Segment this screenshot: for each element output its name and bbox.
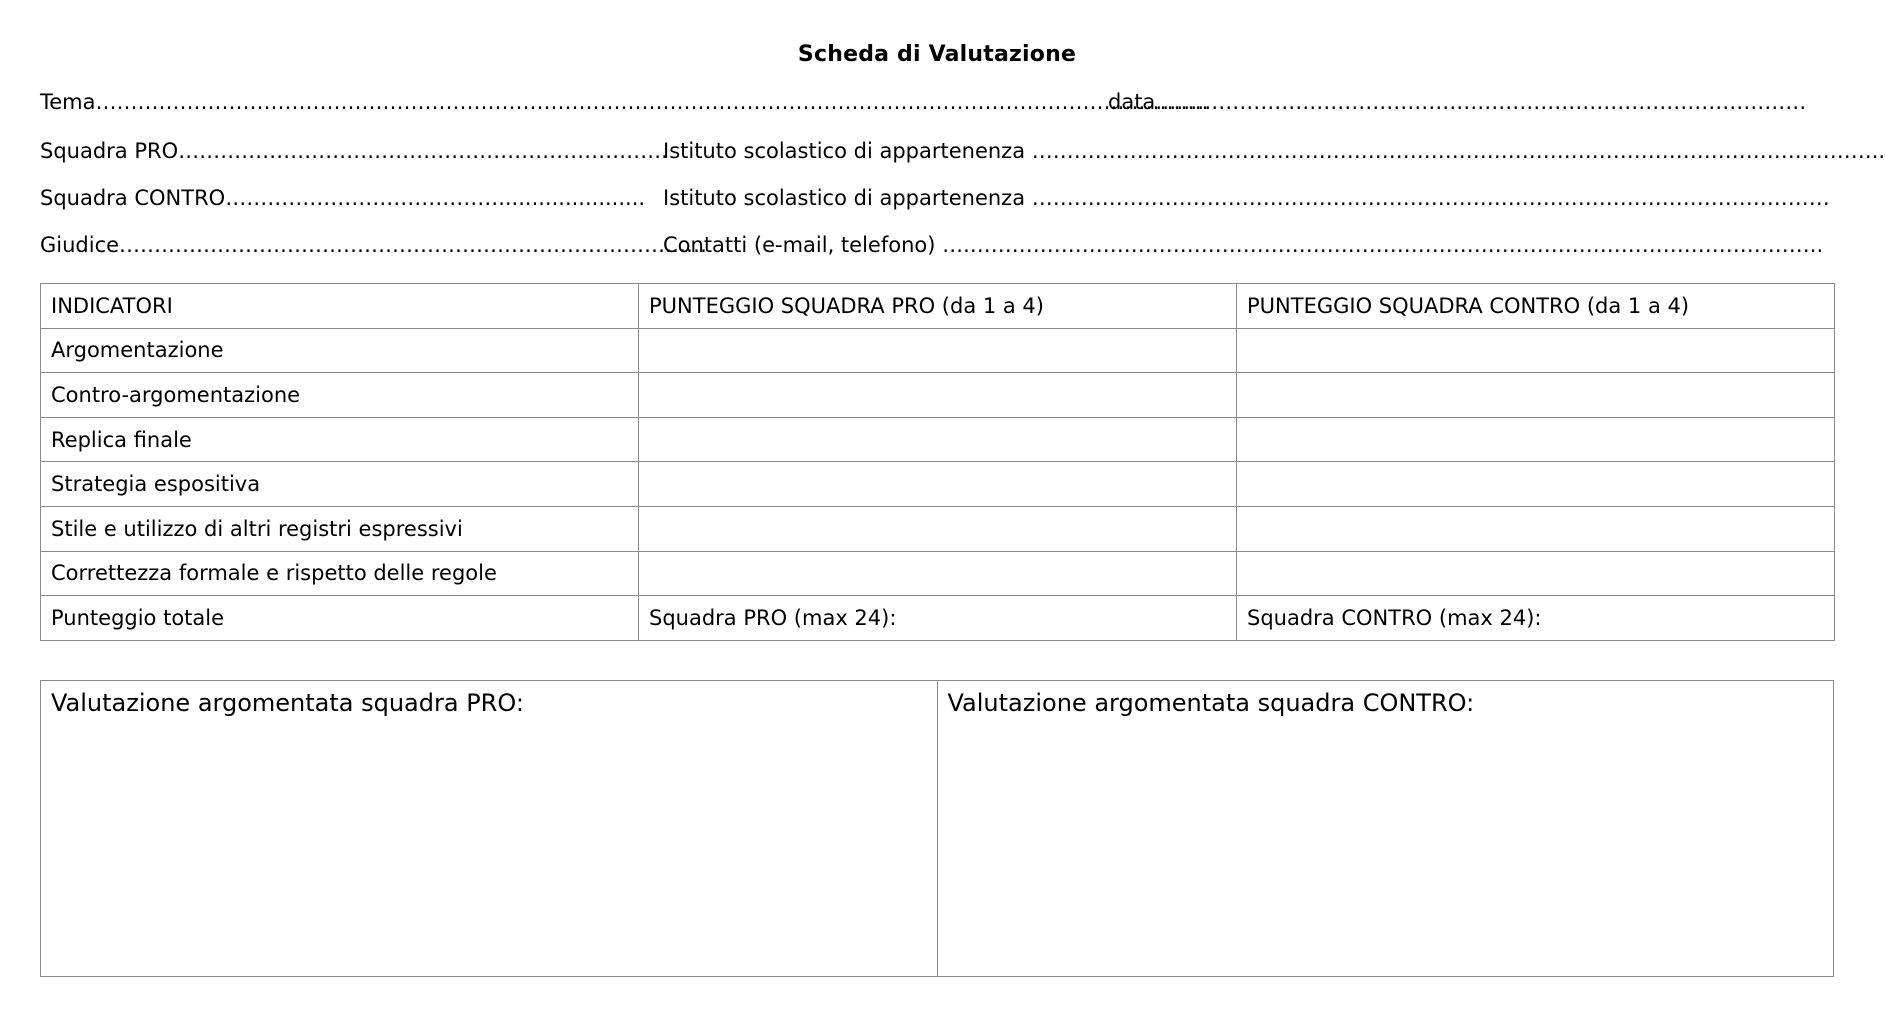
total-row xyxy=(41,596,1835,641)
tema-field[interactable]: Tema…………………………………………………………………………………………………………………………………………… xyxy=(40,90,1209,114)
score-contro-cell[interactable] xyxy=(1237,462,1835,507)
score-pro-cell[interactable] xyxy=(639,551,1237,596)
table-row xyxy=(41,462,1835,507)
indicator-label: Correttezza formale e rispetto delle regole xyxy=(41,551,639,596)
score-pro-cell[interactable] xyxy=(639,506,1237,551)
indicator-label: Argomentazione xyxy=(41,328,639,373)
table-row xyxy=(41,551,1835,596)
squadra-pro-field[interactable]: Squadra PRO……………………………………………………………. xyxy=(40,139,668,163)
header-indicatori: INDICATORI xyxy=(41,284,639,329)
score-contro-cell[interactable] xyxy=(1237,373,1835,418)
table-row xyxy=(41,417,1835,462)
istituto-pro-field[interactable]: Istituto scolastico di appartenenza ………………………………………………………………………………………………………….. xyxy=(663,139,1885,163)
score-contro-cell[interactable] xyxy=(1237,506,1835,551)
evaluation-box xyxy=(40,680,1834,977)
giudice-field[interactable]: Giudice………………………………………………………………………… xyxy=(40,233,708,257)
table-row xyxy=(41,506,1835,551)
header-punteggio-contro: PUNTEGGIO SQUADRA CONTRO (da 1 a 4) xyxy=(1237,284,1835,329)
score-contro-cell[interactable] xyxy=(1237,551,1835,596)
score-pro-cell[interactable] xyxy=(639,417,1237,462)
total-contro-cell[interactable]: Squadra CONTRO (max 24): xyxy=(1237,596,1835,641)
indicator-label: Stile e utilizzo di altri registri espressivi xyxy=(41,506,639,551)
indicator-label: Contro-argomentazione xyxy=(41,373,639,418)
squadra-contro-field[interactable]: Squadra CONTRO…………………………………...................... xyxy=(40,186,646,210)
table-header-row xyxy=(41,284,1835,329)
score-pro-cell[interactable] xyxy=(639,373,1237,418)
score-contro-cell[interactable] xyxy=(1237,328,1835,373)
score-contro-cell[interactable] xyxy=(1237,417,1835,462)
total-pro-cell[interactable]: Squadra PRO (max 24): xyxy=(639,596,1237,641)
istituto-contro-field[interactable]: Istituto scolastico di appartenenza …………………………………………………………………………………………………… xyxy=(663,186,1830,210)
data-field[interactable]: data………………………………………………………………………………… xyxy=(1108,90,1807,114)
header-punteggio-pro: PUNTEGGIO SQUADRA PRO (da 1 a 4) xyxy=(639,284,1237,329)
evaluation-contro-label: Valutazione argomentata squadra CONTRO: xyxy=(947,689,1475,717)
evaluation-contro-area[interactable] xyxy=(937,681,1834,976)
score-pro-cell[interactable] xyxy=(639,462,1237,507)
table-row xyxy=(41,373,1835,418)
indicator-label: Strategia espositiva xyxy=(41,462,639,507)
table-row xyxy=(41,328,1835,373)
indicator-label: Replica finale xyxy=(41,417,639,462)
evaluation-pro-area[interactable] xyxy=(41,681,937,976)
evaluation-pro-label: Valutazione argomentata squadra PRO: xyxy=(51,689,524,717)
page-title: Scheda di Valutazione xyxy=(797,42,1077,67)
score-pro-cell[interactable] xyxy=(639,328,1237,373)
total-label: Punteggio totale xyxy=(41,596,639,641)
scoring-table xyxy=(40,283,1835,641)
contatti-field[interactable]: Contatti (e-mail, telefono) ….………………………………………………………………………………………………………….. xyxy=(663,233,1824,257)
